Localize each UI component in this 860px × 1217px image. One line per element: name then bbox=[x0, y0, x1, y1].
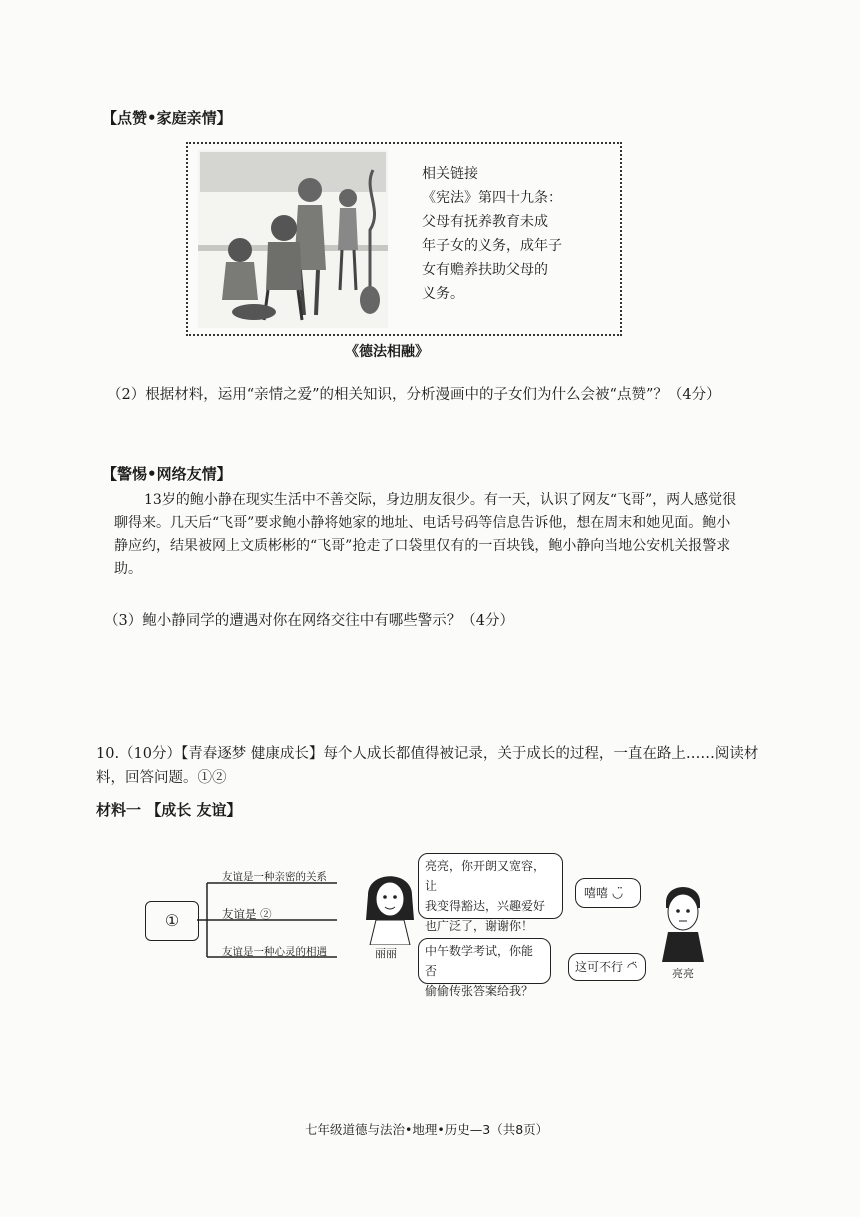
material-paragraph bbox=[114, 489, 814, 581]
frown-icon: ◠̈ bbox=[626, 960, 638, 974]
speech-bubble-giggle bbox=[575, 878, 641, 908]
name-liangliang: 亮亮 bbox=[672, 967, 694, 980]
related-link-text bbox=[422, 162, 612, 306]
link-line: 《宪法》第四十九条： bbox=[422, 190, 562, 206]
bubble-text: 这可不行 bbox=[575, 960, 624, 974]
bubble-text: 嘻嘻 bbox=[584, 886, 609, 900]
question-10-line1: 10.（10分）【青春逐梦 健康成长】每个人成长都值得被记录，关于成长的过程，一直在路上……阅读材 bbox=[96, 746, 759, 762]
link-line: 义务。 bbox=[422, 286, 464, 302]
link-heading: 相关链接 bbox=[422, 166, 478, 182]
speech-bubble-refuse bbox=[568, 953, 646, 981]
bubble-line: 偷偷传张答案给我？ bbox=[425, 984, 534, 998]
girl-lili-figure bbox=[360, 865, 420, 945]
speech-bubble-thanks bbox=[418, 853, 563, 933]
bubble-line: 也广泛了，谢谢你！ bbox=[425, 919, 534, 933]
bubble-line: 我变得豁达，兴趣爱好 bbox=[425, 899, 546, 913]
question-10-line2: 料，回答问题。①② bbox=[96, 770, 227, 786]
section-title-family: 【点赞•家庭亲情】 bbox=[102, 109, 232, 127]
bubble-line: 中午数学考试，你能否 bbox=[425, 944, 534, 978]
cartoon-link-box bbox=[186, 142, 622, 336]
section-title-network: 【警惕•网络友情】 bbox=[102, 465, 232, 483]
link-line: 父母有抚养教育未成 bbox=[422, 214, 548, 230]
smiley-icon: ◡̈ bbox=[611, 886, 624, 901]
diagram-branch: 友谊是一种亲密的关系 bbox=[222, 871, 327, 883]
paragraph-line: 13岁的鲍小静在现实生活中不善交际，身边朋友很少。有一天，认识了网友“飞哥”，两人感觉很 bbox=[144, 492, 737, 508]
paragraph-line: 助。 bbox=[114, 561, 142, 577]
diagram-center-box: ① bbox=[145, 901, 199, 941]
bubble-line: 亮亮，你开朗又宽容，让 bbox=[425, 859, 546, 893]
paragraph-line: 静应约，结果被网上文质彬彬的“飞哥”抢走了口袋里仅有的一百块钱，鲍小静向当地公安机关报警求 bbox=[114, 538, 731, 554]
question-3: （3）鲍小静同学的遭遇对你在网络交往中有哪些警示？（4分） bbox=[104, 613, 514, 629]
speech-bubble-request bbox=[418, 938, 551, 998]
name-lili: 丽丽 bbox=[375, 947, 397, 960]
page-footer: 七年级道德与法治•地理•历史—3（共8页） bbox=[305, 1122, 549, 1137]
diagram-branch: 友谊是一种心灵的相遇 bbox=[222, 946, 327, 958]
material-one-title: 材料一 【成长 友谊】 bbox=[96, 801, 242, 819]
boy-liangliang-figure bbox=[658, 880, 708, 962]
link-line: 年子女的义务，成年子 bbox=[422, 238, 562, 254]
family-cartoon-illustration bbox=[198, 150, 388, 328]
cartoon-caption: 《德法相融》 bbox=[345, 344, 429, 360]
question-2: （2）根据材料，运用“亲情之爱”的相关知识，分析漫画中的子女们为什么会被“点赞”？（4分） bbox=[107, 387, 721, 403]
diagram-branch: 友谊是 ② bbox=[222, 907, 272, 921]
link-line: 女有赡养扶助父母的 bbox=[422, 262, 548, 278]
paragraph-line: 聊得来。几天后“飞哥”要求鲍小静将她家的地址、电话号码等信息告诉他，想在周末和她见面。鲍小 bbox=[114, 515, 731, 531]
